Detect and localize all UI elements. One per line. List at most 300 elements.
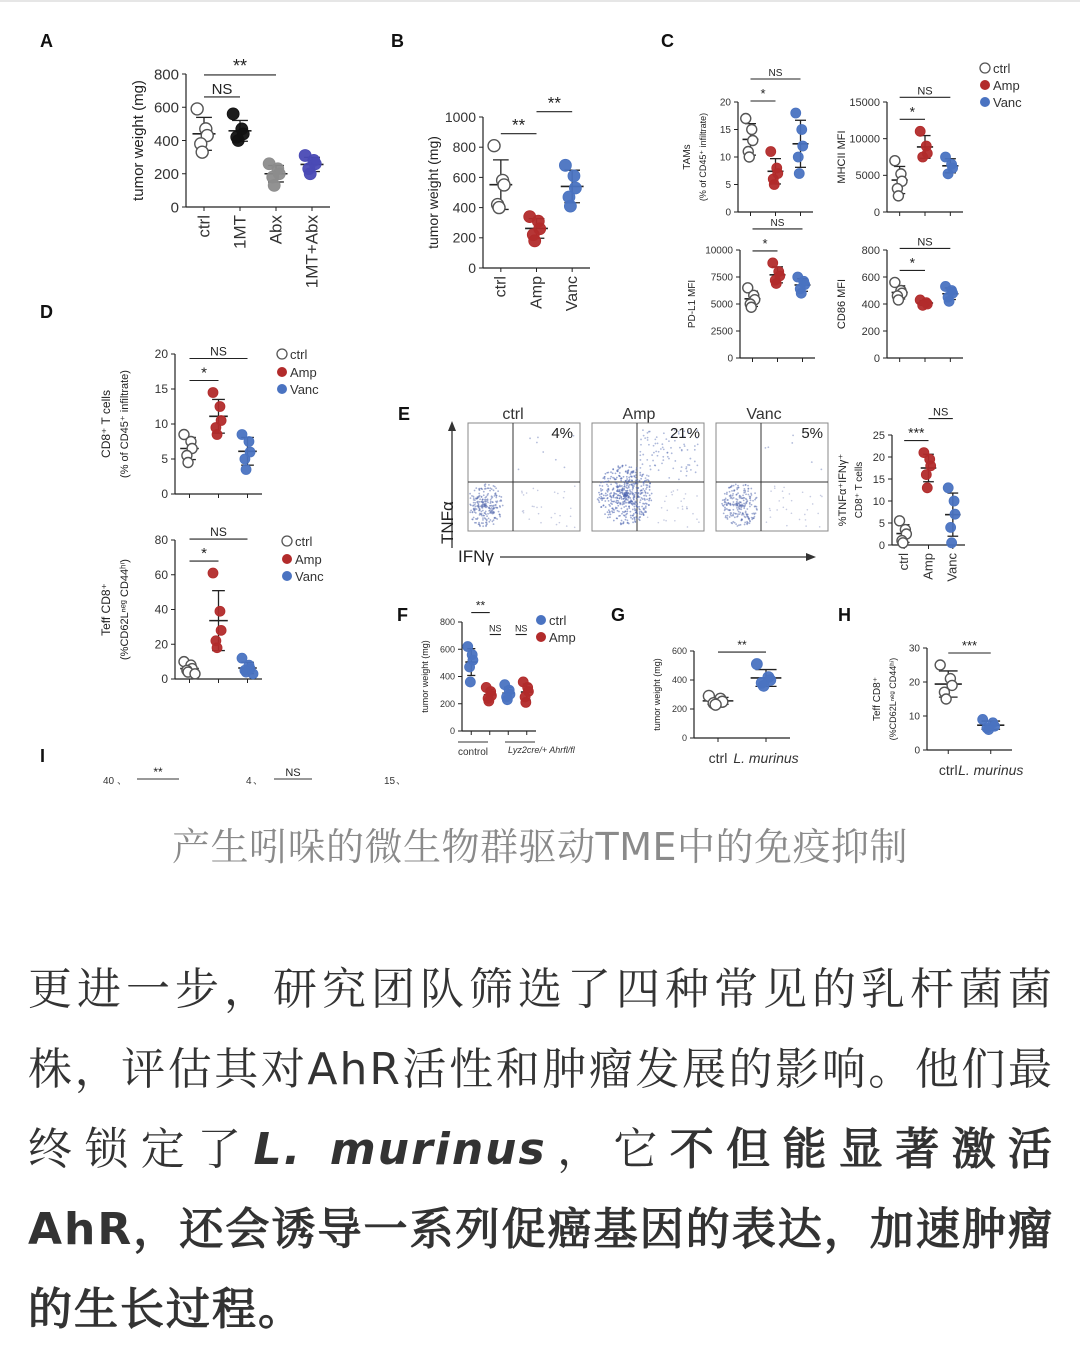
flow-event-dot bbox=[671, 435, 673, 437]
flow-event-dot bbox=[654, 464, 656, 466]
flow-event-dot bbox=[634, 519, 636, 521]
panel-c4-significance: * bbox=[909, 254, 916, 271]
panel-h-category-label: ctrl bbox=[938, 762, 958, 778]
flow-event-dot bbox=[499, 516, 501, 518]
flow-event-dot bbox=[621, 513, 623, 515]
legend-d1-vanc: Vanc bbox=[290, 382, 319, 397]
flow-event-dot bbox=[769, 510, 771, 512]
panel-e-y-tick-label: 0 bbox=[878, 539, 885, 552]
flow-event-dot bbox=[498, 511, 500, 513]
flow-event-dot bbox=[649, 482, 651, 484]
flow-event-dot bbox=[623, 506, 625, 508]
flow-percent-ctrl: 4% bbox=[551, 425, 573, 442]
flow-event-dot bbox=[625, 516, 627, 518]
flow-event-dot bbox=[488, 521, 490, 523]
panel-d2-y-label: Teff CD8⁺ bbox=[99, 583, 113, 636]
flow-event-dot bbox=[617, 505, 619, 507]
flow-event-dot bbox=[611, 497, 613, 499]
flow-event-dot bbox=[470, 497, 472, 499]
flow-event-dot bbox=[626, 502, 628, 504]
flow-event-dot bbox=[474, 506, 476, 508]
panel-c2-data-point bbox=[943, 169, 953, 179]
flow-event-dot bbox=[670, 447, 672, 449]
panel-d2-y-tick-label: 60 bbox=[154, 567, 168, 582]
panel-h-y-label: Teff CD8⁺ bbox=[872, 677, 883, 721]
flow-event-dot bbox=[733, 485, 735, 487]
flow-event-dot bbox=[601, 493, 603, 495]
flow-event-dot bbox=[494, 504, 496, 506]
flow-event-dot bbox=[604, 500, 606, 502]
flow-event-dot bbox=[735, 523, 737, 525]
panel-e-category-label: Vanc bbox=[944, 553, 960, 582]
figure-caption: 产生吲哚的微生物群驱动TME中的免疫抑制 bbox=[171, 825, 908, 869]
flow-event-dot bbox=[640, 467, 642, 469]
panel-f-significance: NS bbox=[514, 623, 528, 634]
flow-event-dot bbox=[482, 517, 484, 519]
flow-event-dot bbox=[774, 485, 776, 487]
panel-i-tick-2-comma: 、 bbox=[253, 776, 263, 787]
flow-event-dot bbox=[738, 487, 740, 489]
panel-d1-data-point bbox=[241, 465, 251, 475]
flow-event-dot bbox=[496, 518, 498, 520]
flow-event-dot bbox=[625, 486, 627, 488]
flow-event-dot bbox=[729, 512, 731, 514]
flow-event-dot bbox=[634, 492, 636, 494]
flow-event-dot bbox=[491, 521, 493, 523]
panel-a-y-tick-label: 400 bbox=[153, 132, 179, 150]
flow-event-dot bbox=[639, 501, 641, 503]
flow-event-dot bbox=[469, 504, 471, 506]
flow-event-dot bbox=[637, 483, 639, 485]
panel-d1-y-tick-label: 0 bbox=[161, 487, 168, 502]
panel-d2-data-point bbox=[248, 669, 258, 679]
flow-event-dot bbox=[668, 477, 670, 479]
flow-event-dot bbox=[609, 516, 611, 518]
flow-event-dot bbox=[625, 497, 627, 499]
flow-event-dot bbox=[668, 440, 670, 442]
flow-event-dot bbox=[625, 470, 627, 472]
flow-event-dot bbox=[536, 507, 538, 509]
flow-event-dot bbox=[623, 498, 625, 500]
flow-event-dot bbox=[488, 484, 490, 486]
flow-event-dot bbox=[471, 512, 473, 514]
panel-g-data-point bbox=[758, 680, 769, 691]
flow-event-dot bbox=[644, 437, 646, 439]
flow-event-dot bbox=[754, 492, 756, 494]
flow-event-dot bbox=[629, 511, 631, 513]
panel-g-data-point bbox=[710, 699, 721, 710]
flow-event-dot bbox=[630, 515, 632, 517]
panel-c1-data-point bbox=[741, 114, 751, 124]
flow-event-dot bbox=[640, 444, 642, 446]
flow-event-dot bbox=[611, 503, 613, 505]
panel-e-category-label: Amp bbox=[920, 553, 936, 580]
flow-event-dot bbox=[489, 490, 491, 492]
panel-c1-data-point bbox=[798, 141, 808, 151]
flow-event-dot bbox=[533, 488, 535, 490]
panel-h-y-tick-label: 30 bbox=[908, 643, 920, 655]
panel-e-data-point bbox=[898, 538, 908, 548]
flow-event-dot bbox=[623, 503, 625, 505]
panel-d1-significance: * bbox=[201, 364, 207, 382]
flow-event-dot bbox=[623, 514, 625, 516]
flow-event-dot bbox=[481, 496, 483, 498]
flow-event-dot bbox=[663, 448, 665, 450]
flow-event-dot bbox=[649, 485, 651, 487]
panel-c2-data-point bbox=[890, 156, 900, 166]
flow-event-dot bbox=[618, 498, 620, 500]
panel-c3-data-point bbox=[771, 278, 781, 288]
flow-event-dot bbox=[621, 498, 623, 500]
flow-event-dot bbox=[633, 475, 635, 477]
flow-event-dot bbox=[559, 522, 561, 524]
flow-event-dot bbox=[647, 437, 649, 439]
flow-event-dot bbox=[632, 483, 634, 485]
flow-event-dot bbox=[678, 433, 680, 435]
flow-event-dot bbox=[625, 480, 627, 482]
flow-event-dot bbox=[737, 485, 739, 487]
flow-event-dot bbox=[724, 507, 726, 509]
flow-event-dot bbox=[645, 494, 647, 496]
flow-event-dot bbox=[637, 494, 639, 496]
panel-a-significance: NS bbox=[211, 80, 233, 98]
flow-event-dot bbox=[617, 489, 619, 491]
flow-event-dot bbox=[607, 497, 609, 499]
panel-f-y-tick-label: 0 bbox=[449, 726, 455, 737]
panel-b-y-tick-label: 1000 bbox=[444, 108, 476, 125]
flow-event-dot bbox=[726, 504, 728, 506]
flow-event-dot bbox=[636, 498, 638, 500]
flow-event-dot bbox=[642, 463, 644, 465]
panel-f-data-point bbox=[465, 677, 475, 687]
flow-event-dot bbox=[631, 476, 633, 478]
paragraph-text-1: 更进一步，研究团队筛选了四种常见的乳杆菌菌株，评估其对AhR活性和肿瘤发展的影响。他们最终锁定了 bbox=[28, 964, 1054, 1175]
flow-event-dot bbox=[639, 516, 641, 518]
flow-event-dot bbox=[640, 513, 642, 515]
flow-event-dot bbox=[609, 505, 611, 507]
panel-e-significance: NS bbox=[933, 406, 949, 419]
flow-event-dot bbox=[736, 487, 738, 489]
flow-event-dot bbox=[740, 497, 742, 499]
flow-event-dot bbox=[638, 518, 640, 520]
flow-event-dot bbox=[537, 490, 539, 492]
flow-event-dot bbox=[628, 466, 630, 468]
legend-d2-ctrl: ctrl bbox=[295, 534, 313, 549]
panel-c1-y-label-2: (% of CD45⁺ infiltrate) bbox=[698, 112, 708, 202]
flow-event-dot bbox=[744, 490, 746, 492]
flow-event-dot bbox=[685, 475, 687, 477]
flow-event-dot bbox=[627, 470, 629, 472]
panel-c3-y-tick-label: 0 bbox=[727, 353, 733, 365]
flow-event-dot bbox=[805, 525, 807, 527]
flow-event-dot bbox=[722, 504, 724, 506]
flow-event-dot bbox=[686, 506, 688, 508]
flow-event-dot bbox=[620, 497, 622, 499]
panel-b-data-point bbox=[493, 202, 505, 214]
flow-event-dot bbox=[626, 513, 628, 515]
flow-event-dot bbox=[743, 492, 745, 494]
panel-f-y-tick-label: 600 bbox=[439, 644, 455, 655]
flow-event-dot bbox=[478, 523, 480, 525]
flow-event-dot bbox=[521, 490, 523, 492]
flow-xlabel: IFNγ bbox=[458, 547, 494, 566]
flow-event-dot bbox=[685, 493, 687, 495]
flow-event-dot bbox=[663, 432, 665, 434]
flow-event-dot bbox=[641, 506, 643, 508]
flow-event-dot bbox=[766, 521, 768, 523]
flow-event-dot bbox=[647, 432, 649, 434]
flow-event-dot bbox=[642, 474, 644, 476]
panel-g-y-tick-label: 400 bbox=[671, 675, 687, 686]
flow-event-dot bbox=[622, 511, 624, 513]
flow-event-dot bbox=[473, 508, 475, 510]
flow-event-dot bbox=[469, 493, 471, 495]
flow-event-dot bbox=[649, 494, 651, 496]
flow-event-dot bbox=[523, 494, 525, 496]
flow-event-dot bbox=[625, 505, 627, 507]
legend-d1-amp: Amp bbox=[290, 365, 317, 380]
flow-event-dot bbox=[671, 491, 673, 493]
flow-event-dot bbox=[677, 489, 679, 491]
panel-letter-d: D bbox=[40, 302, 53, 322]
flow-event-dot bbox=[494, 493, 496, 495]
legend-c-ctrl: ctrl bbox=[993, 61, 1011, 76]
panel-c1-significance: NS bbox=[768, 68, 783, 79]
flow-event-dot bbox=[633, 496, 635, 498]
flow-event-dot bbox=[632, 472, 634, 474]
flow-event-dot bbox=[639, 474, 641, 476]
flow-event-dot bbox=[740, 504, 742, 506]
panel-c3-significance: * bbox=[762, 235, 768, 251]
panel-b-significance: ** bbox=[547, 93, 561, 113]
flow-title-ctrl: ctrl bbox=[502, 406, 524, 423]
flow-event-dot bbox=[474, 490, 476, 492]
flow-event-dot bbox=[479, 509, 481, 511]
flow-event-dot bbox=[732, 509, 734, 511]
panel-letter-f: F bbox=[397, 605, 408, 625]
flow-event-dot bbox=[618, 515, 620, 517]
panel-c2-y-tick-label: 0 bbox=[873, 206, 880, 219]
flow-event-dot bbox=[744, 524, 746, 526]
panel-c4-data-point bbox=[944, 296, 954, 306]
panel-c2-y-label: MHCII MFI bbox=[836, 130, 848, 184]
flow-event-dot bbox=[654, 438, 656, 440]
panel-a-y-tick-label: 0 bbox=[170, 199, 179, 217]
flow-event-dot bbox=[740, 501, 742, 503]
flow-event-dot bbox=[613, 520, 615, 522]
flow-event-dot bbox=[570, 515, 572, 517]
flow-event-dot bbox=[734, 516, 736, 518]
f-group-control: control bbox=[457, 747, 489, 758]
flow-event-dot bbox=[649, 498, 651, 500]
flow-event-dot bbox=[492, 501, 494, 503]
flow-event-dot bbox=[687, 449, 689, 451]
flow-event-dot bbox=[674, 429, 676, 431]
legend-f-amp-marker bbox=[536, 632, 546, 642]
flow-event-dot bbox=[653, 452, 655, 454]
flow-event-dot bbox=[695, 471, 697, 473]
panel-e-y-tick-label: 15 bbox=[872, 473, 885, 486]
flow-event-dot bbox=[663, 519, 665, 521]
flow-event-dot bbox=[694, 445, 696, 447]
flow-event-dot bbox=[619, 484, 621, 486]
flow-event-dot bbox=[483, 491, 485, 493]
panel-c3-y-tick-label: 10000 bbox=[705, 245, 733, 257]
flow-event-dot bbox=[635, 480, 637, 482]
flow-event-dot bbox=[477, 501, 479, 503]
flow-event-dot bbox=[639, 513, 641, 515]
flow-event-dot bbox=[735, 513, 737, 515]
flow-event-dot bbox=[697, 443, 699, 445]
panel-c2-y-tick-label: 10000 bbox=[849, 133, 880, 146]
flow-event-dot bbox=[490, 511, 492, 513]
flow-event-dot bbox=[735, 484, 737, 486]
flow-event-dot bbox=[628, 506, 630, 508]
flow-event-dot bbox=[484, 512, 486, 514]
flow-event-dot bbox=[636, 481, 638, 483]
flow-event-dot bbox=[604, 513, 606, 515]
panel-d1-significance: NS bbox=[210, 344, 227, 359]
flow-event-dot bbox=[751, 513, 753, 515]
flow-event-dot bbox=[674, 460, 676, 462]
flow-event-dot bbox=[649, 431, 651, 433]
flow-event-dot bbox=[496, 495, 498, 497]
flow-event-dot bbox=[745, 484, 747, 486]
panel-a-data-point bbox=[227, 108, 239, 120]
flow-event-dot bbox=[625, 519, 627, 521]
flow-event-dot bbox=[616, 486, 618, 488]
flow-event-dot bbox=[610, 492, 612, 494]
flow-event-dot bbox=[630, 517, 632, 519]
flow-event-dot bbox=[643, 484, 645, 486]
flow-event-dot bbox=[819, 526, 821, 528]
panel-c1-y-label: TAMs bbox=[682, 144, 693, 170]
flow-event-dot bbox=[767, 446, 769, 448]
panel-i-tick-1: 40 bbox=[103, 776, 115, 787]
panel-c1-y-tick-label: 0 bbox=[725, 207, 731, 219]
panel-a-data-point bbox=[196, 146, 208, 158]
panel-d2-y-tick-label: 20 bbox=[154, 637, 168, 652]
panel-d2-data-point bbox=[215, 606, 225, 616]
flow-event-dot bbox=[621, 485, 623, 487]
flow-event-dot bbox=[645, 488, 647, 490]
flow-event-dot bbox=[662, 456, 664, 458]
flow-event-dot bbox=[668, 458, 670, 460]
flow-event-dot bbox=[621, 492, 623, 494]
flow-event-dot bbox=[611, 510, 613, 512]
flow-event-dot bbox=[737, 515, 739, 517]
flow-event-dot bbox=[478, 496, 480, 498]
panel-d1-y-tick-label: 20 bbox=[154, 347, 168, 362]
flow-event-dot bbox=[626, 476, 628, 478]
legend-d1-amp-marker bbox=[277, 367, 287, 377]
flow-event-dot bbox=[652, 460, 654, 462]
panel-f-data-point bbox=[521, 697, 531, 707]
flow-event-dot bbox=[644, 491, 646, 493]
flow-event-dot bbox=[696, 437, 698, 439]
panel-e-category-label: ctrl bbox=[896, 553, 912, 571]
panel-g-y-tick-label: 600 bbox=[671, 646, 687, 657]
panel-c3-y-tick-label: 2500 bbox=[710, 326, 733, 338]
flow-event-dot bbox=[686, 508, 688, 510]
panel-e-data-point bbox=[895, 516, 905, 526]
flow-event-dot bbox=[484, 517, 486, 519]
flow-event-dot bbox=[630, 493, 632, 495]
flow-event-dot bbox=[678, 431, 680, 433]
flow-event-dot bbox=[486, 515, 488, 517]
flow-event-dot bbox=[607, 517, 609, 519]
panel-letter-c: C bbox=[661, 31, 674, 51]
flow-event-dot bbox=[639, 451, 641, 453]
flow-event-dot bbox=[755, 497, 757, 499]
panel-c4-y-tick-label: 800 bbox=[861, 244, 880, 257]
flow-event-dot bbox=[744, 505, 746, 507]
flow-event-dot bbox=[749, 522, 751, 524]
flow-event-dot bbox=[642, 488, 644, 490]
panel-c1-y-tick-label: 20 bbox=[719, 97, 731, 109]
flow-event-dot bbox=[635, 512, 637, 514]
flow-event-dot bbox=[486, 501, 488, 503]
legend-d1-ctrl-marker bbox=[277, 349, 287, 359]
panel-f-y-label: tumor weight (mg) bbox=[420, 640, 430, 713]
flow-event-dot bbox=[726, 499, 728, 501]
flow-event-dot bbox=[632, 509, 634, 511]
panel-c3-y-label: PD-L1 MFI bbox=[687, 279, 698, 329]
flow-event-dot bbox=[747, 485, 749, 487]
flow-event-dot bbox=[607, 491, 609, 493]
flow-event-dot bbox=[542, 451, 544, 453]
flow-event-dot bbox=[743, 507, 745, 509]
panel-d1-data-point bbox=[212, 430, 222, 440]
flow-event-dot bbox=[646, 503, 648, 505]
panel-d1-y-tick-label: 15 bbox=[154, 382, 168, 397]
flow-event-dot bbox=[483, 515, 485, 517]
panel-c4-significance: NS bbox=[917, 236, 933, 249]
flow-event-dot bbox=[469, 511, 471, 513]
flow-event-dot bbox=[610, 513, 612, 515]
flow-event-dot bbox=[473, 497, 475, 499]
panel-d2-y-tick-label: 80 bbox=[154, 533, 168, 548]
flow-event-dot bbox=[626, 483, 628, 485]
flow-event-dot bbox=[607, 478, 609, 480]
flow-event-dot bbox=[679, 447, 681, 449]
flow-event-dot bbox=[607, 472, 609, 474]
panel-h-data-point bbox=[984, 725, 994, 735]
flow-event-dot bbox=[672, 467, 674, 469]
panel-g-y-label: tumor weight (mg) bbox=[652, 658, 662, 731]
flow-event-dot bbox=[617, 495, 619, 497]
flow-event-dot bbox=[598, 492, 600, 494]
flow-event-dot bbox=[604, 476, 606, 478]
flow-event-dot bbox=[647, 439, 649, 441]
flow-event-dot bbox=[643, 507, 645, 509]
flow-event-dot bbox=[607, 485, 609, 487]
flow-event-dot bbox=[624, 484, 626, 486]
flow-event-dot bbox=[612, 489, 614, 491]
legend-f-ctrl: ctrl bbox=[549, 613, 567, 628]
flow-event-dot bbox=[610, 495, 612, 497]
flow-event-dot bbox=[479, 505, 481, 507]
flow-event-dot bbox=[522, 511, 524, 513]
flow-event-dot bbox=[620, 524, 622, 526]
flow-event-dot bbox=[499, 506, 501, 508]
flow-event-dot bbox=[729, 495, 731, 497]
flow-event-dot bbox=[732, 493, 734, 495]
flow-event-dot bbox=[628, 480, 630, 482]
flow-event-dot bbox=[749, 506, 751, 508]
panel-a-data-point bbox=[232, 135, 244, 147]
flow-event-dot bbox=[645, 479, 647, 481]
